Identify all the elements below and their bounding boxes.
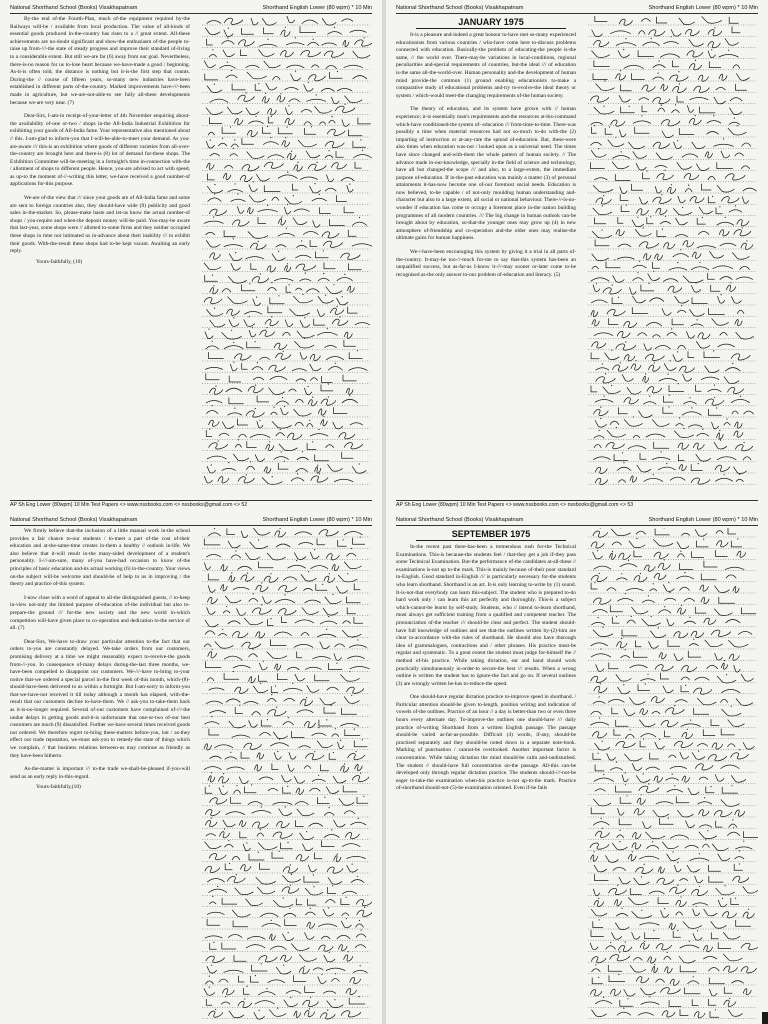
paragraph: We-are of-the view that /// since your goods are of All-India fame and some are sent to foreign countries also, they should-have wide (9) publicity and good sales in-the-market. So, please-make haste and let-us know the actual number-of shops / you-require and when-the deposit money will-be paid. You-may-be aware that last-year, some shops were // allotted to-some firms and they neither occupied these shops in time nor intimated us in-advance about their inability /// to exhibit their goods. With-the-result these shops had to-be kept vacant. Awaiting an early reply. (10, 195, 190, 255)
exam-title: SEPTEMBER 1975 (416, 528, 566, 541)
paragraph: I-now close with a word of appeal to all-the distinguished guests, // to-keep in-view not-only the limited purpose of-education of-the individual but also to-prepare-the ground /// for-the new society and the new world in-which competition will-have given place to co-operation and dedication to-the service of all. (7) (10, 594, 190, 632)
page-52 (0, 0, 382, 512)
header-course: Shorthand English Lower (80 wpm) * 10 Min (262, 5, 372, 11)
shorthand-column (200, 16, 372, 494)
page-header (10, 515, 372, 526)
paragraph: By-the end of-the Fourth-Plan, much of-the equipment required by-the Railways will-be / available from local production. The value of all-kinds of essential goods produced in-the-country has risen to a // great extent. All-these achievements are no-doubt significant and show-the enthusiasm of-the people to-raise up from-///-the state of steady progress and improve their standard of-living to a considerable extent. But still we-are far (6) away from our goal. Nevertheless, there-is-no reason for us to-lose heart because we-have-made a good / beginning. As-it-is often told, the distance is nothing but it-is-the first step that counts. During-the // course of fifteen years, so-many new industries have-been established in different parts of-the-country. Marked improvements have-///-been made in agriculture, but we-are-not-able-to see fully all-these developments because we-are very near. (7) (10, 16, 190, 106)
passage-text (10, 16, 190, 492)
page-54 (0, 512, 382, 1024)
shorthand-column (586, 528, 758, 1022)
shorthand-outlines-image (586, 528, 758, 1022)
page-footer (396, 500, 758, 510)
footer-info: AP Sh Eng Lower (80wpm) 10 Min Test Papers <> www.nssbooks.com <> nssbooks@gmail.com <> 52 (10, 502, 248, 508)
page-header (396, 515, 758, 526)
shorthand-outlines-image (200, 528, 372, 1022)
page-header (10, 3, 372, 14)
bottom-spread (0, 512, 768, 1024)
paragraph: One should-have regular dictation practice to-improve speed in shorthand. / Particular attention should-be given to-length, position writing and indication of vowels of-the outlines. Practice of an hour // a day is better-than two or even three hours every alternate day. To-improve-the outlines one should-have /// daily practice of-writing Shorthand from a written English passage. The passage should-be varied as-far-as-possible. Difficult (4) words, if-any, should-be practised separately and they should-be noted down in a separate note-book. Marking of punctuation / cannot-be overlooked. Another important factor is concentration. While taking dictation the mind should-be calm and-undisturbed. The student // should-have full concentration on-the passage. All-this can-be developed only through regular dictation practice. The students should-///-not-be eager to-take-the examination when-his practice is-not up-to-the mark. Practice of-shorthand should-not-(5)-be examination oriented. Even if-he fails (396, 694, 576, 792)
exam-title: JANUARY 1975 (416, 16, 566, 29)
page-55 (386, 512, 768, 1024)
page-header (396, 3, 758, 14)
shorthand-outlines-image (586, 16, 758, 494)
shorthand-column (586, 16, 758, 494)
paragraph: It-is a pleasure and-indeed a great honour to-have met so-many experienced educationists from various countries / who-have come here to-discuss problems connected with education. Basically-the problem of educating-the people is-the same, // the world over. There-may-be variations in local-conditions, regional peculiarities and-special requirements of countries, but-the ideal /// of education is-the same all-the-world-over. Human personality and-the development of human mind provide-the common (1) ground enabling educationists to-make a comparative study of educational problems and-try to-evolve-the ideal theory or system / which-would meet-the changing requirements of-the human society. (396, 32, 576, 99)
paragraph: We-/-have-been encouraging this system by giving it a trial in all parts of-the-country. It-may-be too-//-much for-me to say that-this system has-been an unqualified success, but as-far-as I-know it-///-may sooner or-later come to-be recognised as-the only answer to-our problem of-education and literacy. (5) (396, 249, 576, 278)
header-course: Shorthand English Lower (80 wpm) * 10 Min (262, 517, 372, 523)
shorthand-outlines-image (200, 16, 372, 494)
shorthand-column (200, 528, 372, 1022)
passage-text (396, 544, 576, 1022)
header-course: Shorthand English Lower (80 wpm) * 10 Min (648, 517, 758, 523)
header-course: Shorthand English Lower (80 wpm) * 10 Min (648, 5, 758, 11)
paragraph: The theory of education, and its system have grown with // human experience; it-is essentially man's requirements and-the resources at-his-command which-have conditioned-the system of- education /// from-time-to-time. There-was possibly a time when material resources had not so-much to-do with-the (2) imparting of instruction or at-any-rate the spread of-education. But, these-were also times when education was-not / looked upon as a universal need. The times have since changed and-with-them the whole pattern of human society. // The advance made in-our-knowledge, specially in-the field of science and technology, have all but changed-the scope /// and also, to a large-extent, the immediate purpose of-education. If in-the-past education was mainly a matter (3) of personal attainments it-has-now become one of-our foremost social needs. Education is now believed, to-be capable / of not-only moulding human understanding and-character but also to a large extent, all social or national behaviour. There-//-is-no-wonder if education has come to occupy a foremost place in-the nation building programmes of all modern countries. /// The big change in human outlook can-be brought about by education, so-that-the younger ones may grow up (4) in new atmosphere of-friendship and co-operation and-the older ones may realise-the ultimate gains for human happiness. (396, 106, 576, 242)
paragraph: As-the-matter is important /// to-the trade we-shall-be-pleased if-you-will send us an early reply in-this-regard. (10, 766, 190, 780)
header-school: National Shorthand School (Books) Visakhapatnam (396, 5, 524, 11)
page-footer (10, 500, 372, 510)
signoff: Yours-faithfully,(10) (36, 784, 81, 791)
header-school: National Shorthand School (Books) Visakhapatnam (10, 5, 138, 11)
page-53 (386, 0, 768, 512)
header-school: National Shorthand School (Books) Visakhapatnam (396, 517, 524, 523)
passage-text (10, 528, 190, 1022)
paragraph: Dear-Sirs, I-am-in receipt-of-your-letter of 4th November enquiring about-the availability of-one or-two / shops in-the All-India Industrial Exhibition for exhibiting your goods of All-India fame. Your representative also mentioned about // this. I-am-glad to inform-you that I-will-be-able-to-meet your demand. As you-are-aware /// this-is an exhibition where goods of different varieties from all-over-the-country are brought here and there-is (8) lot of demand for-these shops. The Exhibition Committee will-be-meeting in a fortnight's time in-connection with-the / allotment of shops to different people. Hence, you-are advised to act with speed, as up-to the moment of-//-writing this letter, we-have received a good number-of applications for-this purpose. (10, 113, 190, 188)
footer-info: AP Sh Eng Lower (80wpm) 10 Min Test Papers <> www.nssbooks.com <> nssbooks@gmail.com <> 53 (396, 502, 634, 508)
signoff: Yours-faithfully, (10) (36, 258, 83, 265)
header-school: National Shorthand School (Books) Visakhapatnam (10, 517, 138, 523)
paragraph: In-the recent past there-has-been a tremendous rush for-the Technical Examinations. This-is because-the students feel / that-they get a job if-they pass some Technical Examination. But-the performance of-the candidates at-all-these // examinations is-not up to-the mark. This-is mainly because of-their poor standard in-English. Good standard in-English /// is particularly necessary for-the students who learn shorthand. Shorthand is an art. It-is only learning to-write by (1) sound. It-is-not-that everybody can learn this-subject. The student who is prepared to-do hard work only / can learn this art perfectly and thoroughly. This-is a subject which-cannot-be learnt by self-study. Students, who // intend to-learn shorthand, must always get sufficient training from a qualified and competent teacher. The pronunciation of-the teacher /// should-be clear and perfect. The student should-have full knowledge of outlines and see that-the outlines written by-(2)-him are clear in-accordance with-the rules of shorthand. He should also have thorough idea of grammalogues, contractions and / other phrases. His practice must-be regular and systematic. To a great extent the student must judge for-himself the // method of-his practice. While taking dictation, ear and hand should work practically simultaneously in-order-to secure-the best /// results. When a wrong outline is written the student has to ignore-the fact and go on. If several outlines (3) are wrongly written he-has to-reduce-the speed. (396, 544, 576, 687)
page-edge-shadow (762, 1012, 768, 1024)
passage-text (396, 32, 576, 492)
paragraph: We firmly believe that-the inclusion of a little manual work in-the school provides a fair chance to-our students / to-meet a part of-the cost of-their education and at-the-same-time creates in-them a healthy // outlook in-life. We also believe that it-will result in-the many-sided development of a student's personality. I-///-am-sure, many of-you have-had occasion to know of-the principles of basic education and-its actual working (6) in-the-country. Your views on-the subject will-be welcome and should-be of help to us in improving / the theory and practice of-this system. (10, 528, 190, 588)
paragraph: Dear-Sirs, We-have to-draw your particular attention to-the fact that our orders to-you are constantly delayed. We-take orders from our customers, promising delivery at a time we might reasonably expect to-receive-the goods from-//-you. In consequence of-many delays during-the-last three months, we-have-been compelled to disappoint our customers. We-///-have to-bring to-your notice that-we ordered a special parcel in-the first week of-this month, which-(8)-should-have-been delivered to us within a fortnight. But I-am-sorry to inform-you that-we-have-not received it till today although a month has elapsed, with-the-result that our customers decline to-have-them. We // ask-you to-take-them back as it-is-no-longer required. Several of-our customers have complained of-///-the undue delays in getting goods and-it-is unfortunate that one-or-two of-our best customers are much (9) dissatisfied. Further we-have several times received goods not ordered. We therefore regret to-bring these-matters before-you, but / as-they effect our trade reputation, we-must ask-you to remedy-the state of things which we complain, // that business relations between-us may continue as friendly as they have-been hitherto. (10, 638, 190, 759)
